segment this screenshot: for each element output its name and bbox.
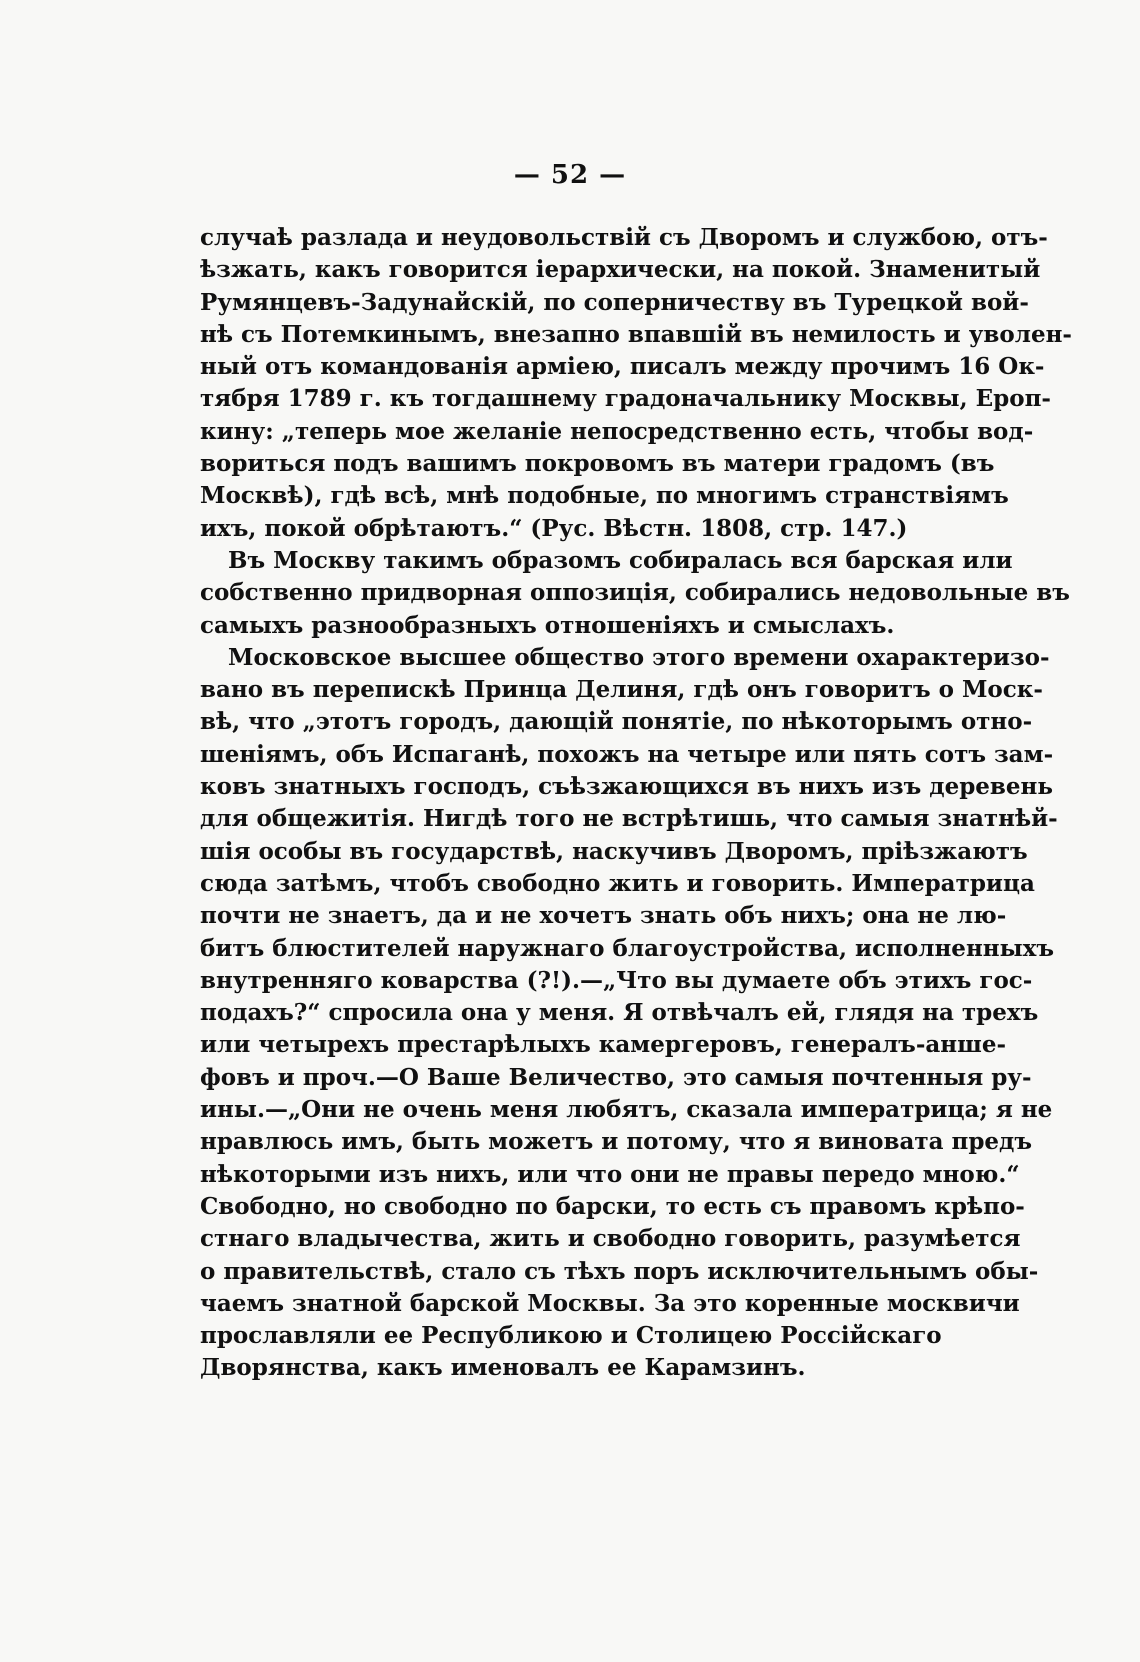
text-line: сюда затѣмъ, чтобъ свободно жить и говорить. Императрица (200, 869, 1035, 897)
text-line: вано въ перепискѣ Принца Делиня, гдѣ онъ говоритъ о Моск- (200, 676, 1043, 704)
text-line: нравлюсь имъ, быть можетъ и потому, что я виновата предъ (200, 1128, 1033, 1156)
text-line: ный отъ командованія арміею, писалъ между прочимъ 16 Ок- (200, 353, 1045, 381)
text-line: чаемъ знатной барской Москвы. За это коренные москвичи (200, 1289, 1020, 1317)
text-line: о правительствѣ, стало съ тѣхъ поръ исключительнымъ обы- (200, 1257, 1039, 1285)
text-line: битъ блюстителей наружнаго благоустройства, исполненныхъ (200, 934, 1055, 962)
text-line: ихъ, покой обрѣтаютъ.“ (Рус. Вѣстн. 1808, стр. 147.) (200, 514, 908, 542)
text-line: почти не знаетъ, да и не хочетъ знать объ нихъ; она не лю- (200, 902, 1007, 930)
text-line: Москвѣ), гдѣ всѣ, мнѣ подобные, по многимъ странствіямъ (200, 482, 1009, 510)
text-line: ины.—„Они не очень меня любятъ, сказала императрица; я не (200, 1096, 1053, 1124)
page-number: — 52 — (513, 160, 627, 190)
text-line: нѣкоторыми изъ нихъ, или что они не правы передо мною.“ (200, 1160, 1020, 1188)
text-line: самыхъ разнообразныхъ отношеніяхъ и смыслахъ. (200, 611, 895, 639)
text-line: тября 1789 г. къ тогдашнему градоначальнику Москвы, Ероп- (200, 385, 1051, 413)
text-line: случаѣ разлада и неудовольствій съ Дворомъ и службою, отъ- (200, 224, 1048, 251)
text-line: внутренняго коварства (?!).—„Что вы думаете объ этихъ гос- (200, 966, 1033, 994)
text-line: стнаго владычества, жить и свободно говорить, разумѣется (200, 1225, 1021, 1253)
text-line: ѣзжать, какъ говорится іерархически, на покой. Знаменитый (200, 256, 1041, 284)
text-line: Свободно, но свободно по барски, то есть съ правомъ крѣпо- (200, 1192, 1025, 1220)
text-line: кину: „теперь мое желаніе непосредственно есть, чтобы вод- (200, 417, 1034, 445)
text-line: вориться подъ вашимъ покровомъ въ матери градомъ (въ (200, 450, 995, 478)
paragraph-3 (200, 642, 1058, 1385)
text-line: нѣ съ Потемкинымъ, внезапно впавшій въ немилость и уволен- (200, 320, 1072, 348)
text-line: Въ Москву такимъ образомъ собиралась вся барская или (228, 546, 1013, 574)
text-line: подахъ?“ спросила она у меня. Я отвѣчалъ ей, глядя на трехъ (200, 999, 1039, 1027)
text-line: вѣ, что „этотъ городъ, дающій понятіе, по нѣкоторымъ отно- (200, 708, 1033, 736)
text-line: собственно придворная оппозиція, собирались недовольные въ (200, 579, 1070, 607)
text-line: ковъ знатныхъ господъ, съѣзжающихся въ нихъ изъ деревень (200, 773, 1053, 801)
body-text (200, 222, 1072, 1385)
text-line: или четырехъ престарѣлыхъ камергеровъ, генералъ-аншe- (200, 1031, 1007, 1059)
text-line: Московское высшее общество этого времени охарактеризо- (228, 643, 1050, 671)
text-line: фовъ и проч.—О Ваше Величество, это самыя почтенныя ру- (200, 1063, 1032, 1091)
text-line: шія особы въ государствѣ, наскучивъ Дворомъ, пріѣзжаютъ (200, 837, 1028, 865)
text-line: шеніямъ, объ Испаганѣ, похожъ на четыре или пять сотъ зам- (200, 740, 1054, 768)
paragraph-2 (200, 545, 1070, 642)
text-line: для общежитія. Нигдѣ того не встрѣтишь, что самыя знатнѣй- (200, 805, 1058, 833)
paragraph-1 (200, 222, 1072, 545)
text-line: Дворянства, какъ именовалъ ее Карамзинъ. (200, 1354, 806, 1382)
text-line: Румянцевъ-Задунайскій, по соперничеству въ Турецкой вой- (200, 288, 1029, 316)
text-line: прославляли ее Республикою и Столицею Россійскаго (200, 1322, 942, 1350)
